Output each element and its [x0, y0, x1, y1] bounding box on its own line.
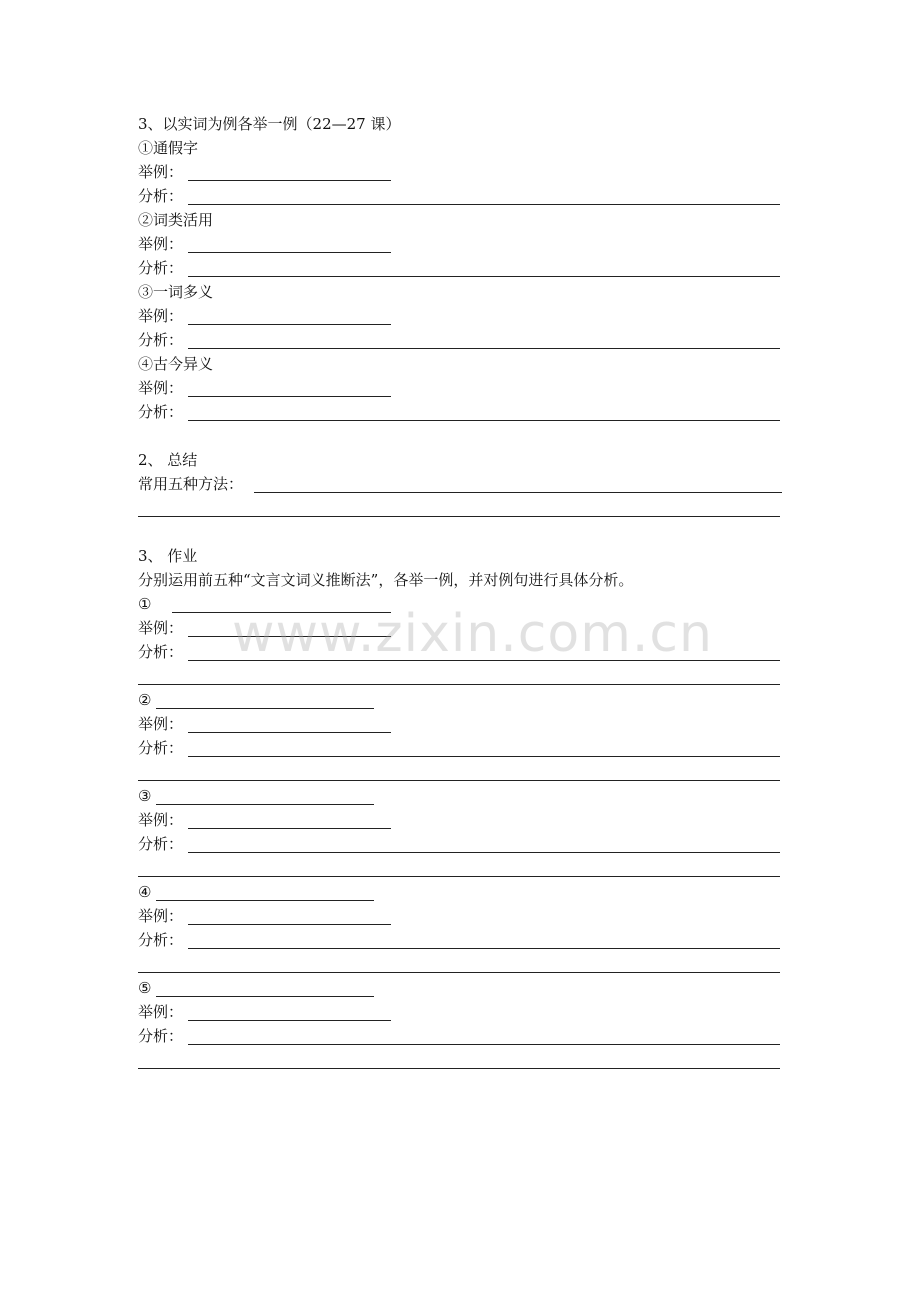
method-name-blank: [156, 708, 374, 709]
example-line: 举例：: [138, 616, 782, 640]
section1-item-heading: ④古今异义: [138, 355, 214, 373]
homework-item-marker: ②: [138, 688, 782, 712]
continuation-blank: [138, 780, 780, 781]
method-name-blank: [156, 900, 374, 901]
example-line: 举例：: [138, 1000, 782, 1024]
analysis-line: 分析：: [138, 328, 782, 352]
example-line: 举例：: [138, 808, 782, 832]
continuation-blank: [138, 684, 780, 685]
analysis-line: 分析：: [138, 1024, 782, 1048]
analysis-line: 分析：: [138, 832, 782, 856]
continuation-blank: [138, 876, 780, 877]
method-name-blank: [156, 996, 374, 997]
continuation-line: [138, 664, 782, 688]
analysis-blank: [188, 276, 780, 277]
continuation-line: [138, 952, 782, 976]
analysis-line: 分析：: [138, 736, 782, 760]
continuation-line: [138, 856, 782, 880]
example-line: 举例：: [138, 160, 782, 184]
example-line: 举例：: [138, 376, 782, 400]
example-blank: [188, 324, 391, 325]
section1-title: 3、以实词为例各举一例（22—27 课）: [138, 115, 401, 133]
watermark: www.zixin.com.cn: [232, 604, 713, 664]
analysis-line: 分析：: [138, 184, 782, 208]
continuation-line: [138, 496, 782, 520]
example-blank: [188, 828, 391, 829]
section3-title: 3、 作业: [138, 547, 198, 565]
analysis-line: 分析：: [138, 928, 782, 952]
example-blank: [188, 924, 391, 925]
example-line: 举例：: [138, 712, 782, 736]
example-blank: [188, 1020, 391, 1021]
example-blank: [188, 732, 391, 733]
continuation-blank: [138, 516, 780, 517]
analysis-blank: [188, 756, 780, 757]
continuation-blank: [138, 1068, 780, 1069]
method-line: 常用五种方法：: [138, 472, 782, 496]
analysis-blank: [188, 948, 780, 949]
example-line: 举例：: [138, 904, 782, 928]
continuation-line: [138, 1048, 782, 1072]
example-blank: [188, 180, 391, 181]
section1-item-heading: ③一词多义: [138, 283, 214, 301]
analysis-blank: [188, 420, 780, 421]
analysis-blank: [188, 348, 780, 349]
example-blank: [188, 252, 391, 253]
analysis-blank: [188, 1044, 780, 1045]
example-blank: [188, 396, 391, 397]
analysis-line: 分析：: [138, 400, 782, 424]
worksheet-page: [138, 112, 782, 1072]
section2-title: 2、 总结: [138, 451, 198, 469]
continuation-blank: [138, 972, 780, 973]
continuation-line: [138, 760, 782, 784]
section1-item-heading: ②词类活用: [138, 211, 214, 229]
analysis-line: 分析：: [138, 640, 782, 664]
method-blank: [254, 492, 782, 493]
analysis-blank: [188, 204, 780, 205]
analysis-blank: [188, 852, 780, 853]
method-name-blank: [156, 804, 374, 805]
section3-instruction: 分别运用前五种“文言文词义推断法”，各举一例，并对例句进行具体分析。: [138, 571, 634, 589]
example-line: 举例：: [138, 232, 782, 256]
example-line: 举例：: [138, 304, 782, 328]
homework-item-marker: ⑤: [138, 976, 782, 1000]
homework-item-marker: ③: [138, 784, 782, 808]
homework-item-marker: ①: [138, 592, 782, 616]
homework-item-marker: ④: [138, 880, 782, 904]
section1-item-heading: ①通假字: [138, 139, 199, 157]
analysis-line: 分析：: [138, 256, 782, 280]
